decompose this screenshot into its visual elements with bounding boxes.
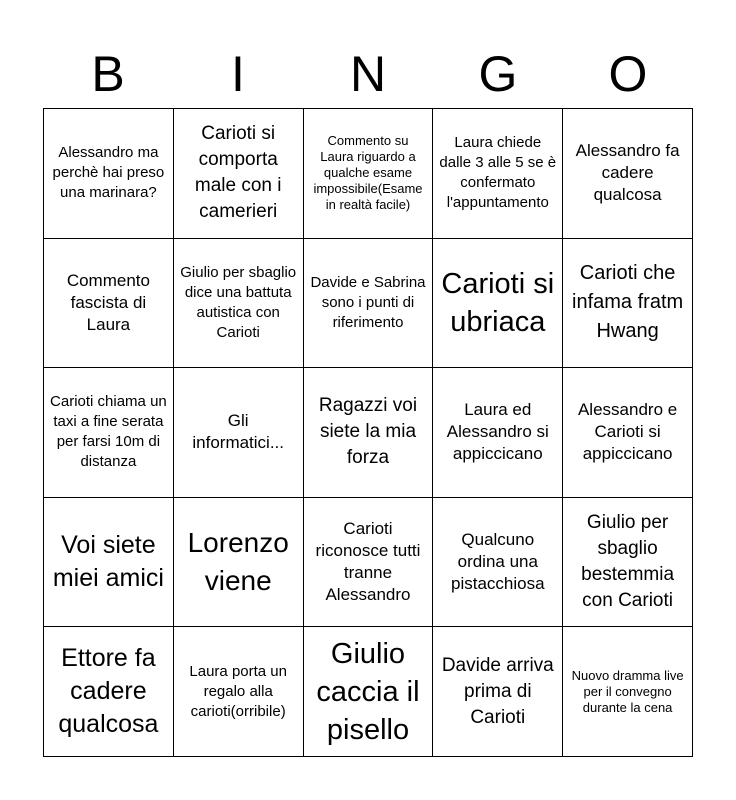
header-letter-n: N (349, 46, 387, 102)
cell-text: Nuovo dramma live per il convegno durante la cena (571, 667, 684, 715)
bingo-cell[interactable] (174, 498, 304, 628)
bingo-cell[interactable] (304, 239, 434, 369)
bingo-cell[interactable] (174, 109, 304, 239)
bingo-cell[interactable] (304, 109, 434, 239)
cell-text: Davide e Sabrina sono i punti di riferimento (310, 273, 426, 331)
bingo-cell[interactable] (44, 627, 174, 757)
bingo-cell[interactable] (433, 109, 563, 239)
bingo-cell[interactable] (304, 368, 434, 498)
cell-text: Giulio per sbaglio bestemmia con Carioti (581, 512, 675, 612)
bingo-cell[interactable] (174, 239, 304, 369)
bingo-cell[interactable] (44, 239, 174, 369)
bingo-cell[interactable] (44, 109, 174, 239)
cell-text: Gli informatici... (192, 411, 285, 453)
header-letter-o: O (608, 46, 648, 102)
bingo-cell[interactable] (433, 498, 563, 628)
bingo-cell[interactable] (174, 368, 304, 498)
bingo-cell[interactable] (563, 368, 693, 498)
cell-text: Giulio caccia il pisello (316, 637, 420, 746)
cell-text: Ragazzi voi siete la mia forza (318, 395, 418, 469)
cell-text: Voi siete miei amici (52, 531, 164, 593)
cell-text: Carioti che infama fratm Hwang (572, 262, 684, 343)
bingo-cell[interactable] (304, 498, 434, 628)
cell-text: Davide arriva prima di Carioti (441, 654, 554, 728)
cell-text: Laura ed Alessandro si appiccicano (446, 400, 549, 464)
bingo-cell[interactable] (563, 498, 693, 628)
header-letter-g: G (478, 46, 518, 102)
cell-text: Laura chiede dalle 3 alle 5 se è confermato l'appuntamento (439, 134, 557, 212)
cell-text: Qualcuno ordina una pistacchiosa (451, 530, 545, 594)
bingo-cell[interactable] (44, 498, 174, 628)
cell-text: Commento fascista di Laura (66, 270, 150, 334)
cell-text: Carioti si ubriaca (441, 267, 555, 338)
cell-text: Commento su Laura riguardo a qualche esame impossibile(Esame in realtà facile) (313, 133, 423, 213)
cell-text: Carioti si comporta male con i camerieri (194, 123, 282, 223)
bingo-grid (43, 108, 693, 757)
cell-text: Alessandro e Carioti si appiccicano (577, 400, 678, 464)
cell-text: Alessandro ma perchè hai preso una marinara? (52, 144, 165, 202)
bingo-header (43, 40, 693, 108)
cell-text: Ettore fa cadere qualcosa (58, 644, 159, 739)
cell-text: Alessandro fa cadere qualcosa (575, 141, 680, 205)
bingo-cell[interactable] (563, 627, 693, 757)
bingo-cell[interactable] (563, 109, 693, 239)
bingo-cell[interactable] (563, 239, 693, 369)
cell-text: Carioti riconosce tutti tranne Alessandro (315, 519, 421, 605)
cell-text: Carioti chiama un taxi a fine serata per farsi 10m di distanza (50, 393, 167, 471)
bingo-cell[interactable] (433, 627, 563, 757)
bingo-cell[interactable] (433, 368, 563, 498)
bingo-cell[interactable] (433, 239, 563, 369)
cell-text: Lorenzo viene (187, 527, 289, 597)
bingo-cell[interactable] (44, 368, 174, 498)
header-letter-i: I (231, 46, 245, 102)
bingo-cell[interactable] (174, 627, 304, 757)
cell-text: Giulio per sbaglio dice una battuta autistica con Carioti (180, 263, 297, 341)
header-letter-b: B (91, 46, 125, 102)
bingo-cell[interactable] (304, 627, 434, 757)
cell-text: Laura porta un regalo alla carioti(orribile) (189, 662, 287, 720)
